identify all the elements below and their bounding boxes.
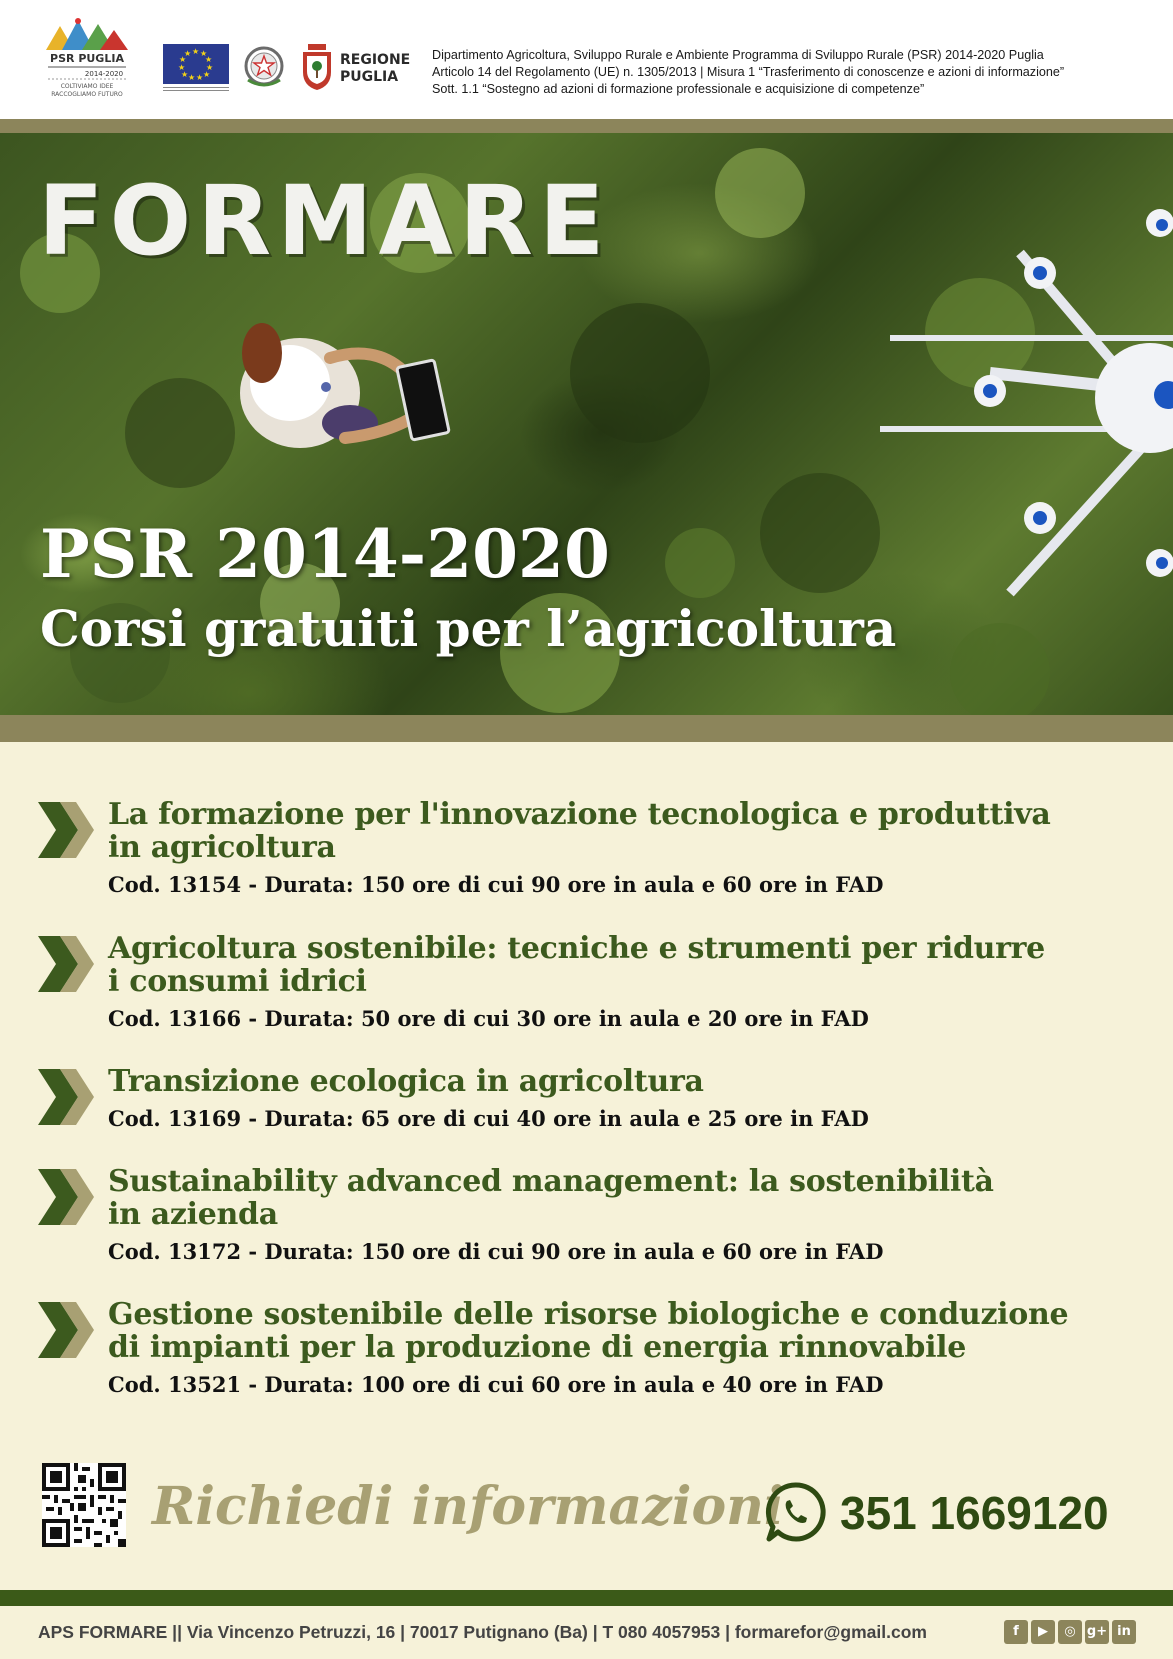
program-line: Dipartimento Agricoltura, Sviluppo Rurale e Ambiente Programma di Sviluppo Rurale (PSR) 2014-2020 Puglia: [432, 48, 1044, 62]
instagram-icon[interactable]: ◎: [1058, 1620, 1082, 1644]
program-line: Sott. 1.1 “Sostegno ad azioni di formazione professionale e acquisizione di competenze”: [432, 82, 925, 96]
footer-band: [0, 1590, 1173, 1606]
program-title: PSR 2014-2020: [40, 515, 610, 593]
course-title: Sustainability advanced management: la sostenibilità in azienda: [108, 1164, 994, 1232]
footer-address: APS FORMARE || Via Vincenzo Petruzzi, 16 | 70017 Putignano (Ba) | T 080 4057953 | formarefor@gmail.com: [38, 1622, 927, 1642]
drone-figure: [880, 209, 1173, 593]
chevron-right-icon: [38, 802, 96, 858]
divider-band: [0, 715, 1173, 742]
regione-label: REGIONE: [340, 52, 411, 68]
header: [0, 0, 1173, 119]
course-info: Cod. 13154 - Durata: 150 ore di cui 90 ore in aula e 60 ore in FAD: [108, 872, 884, 897]
course-info: Cod. 13169 - Durata: 65 ore di cui 40 ore in aula e 25 ore in FAD: [108, 1106, 869, 1131]
chevron-right-icon: [38, 1169, 96, 1225]
program-description: [432, 47, 1152, 98]
program-line: Articolo 14 del Regolamento (UE) n. 1305/2013 | Misura 1 “Trasferimento di conoscenze e azioni di informazione”: [432, 65, 1065, 79]
psr-puglia-logo: [44, 16, 130, 100]
qr-code[interactable]: [42, 1463, 126, 1547]
divider-band: [0, 119, 1173, 133]
facebook-icon[interactable]: f: [1004, 1620, 1028, 1644]
course-info: Cod. 13172 - Durata: 150 ore di cui 90 ore in aula e 60 ore in FAD: [108, 1239, 884, 1264]
whatsapp-icon[interactable]: [765, 1481, 827, 1543]
svg-text:PSR PUGLIA: PSR PUGLIA: [50, 52, 124, 65]
italian-republic-emblem: [243, 44, 285, 92]
regione-puglia-logo: [300, 44, 411, 94]
linkedin-icon[interactable]: in: [1112, 1620, 1136, 1644]
svg-text:RACCOGLIAMO FUTURO: RACCOGLIAMO FUTURO: [51, 91, 123, 98]
farmer-figure: [240, 323, 449, 448]
course-title: Agricoltura sostenibile: tecniche e strumenti per ridurre i consumi idrici: [108, 931, 1045, 999]
hero-banner: [0, 133, 1173, 715]
course-info: Cod. 13521 - Durata: 100 ore di cui 60 ore in aula e 40 ore in FAD: [108, 1372, 884, 1397]
chevron-right-icon: [38, 1069, 96, 1125]
eu-flag-logo: [163, 44, 229, 88]
chevron-right-icon: [38, 1302, 96, 1358]
youtube-icon[interactable]: ▶: [1031, 1620, 1055, 1644]
request-info-label: Richiedi informazioni: [152, 1476, 784, 1537]
chevron-right-icon: [38, 936, 96, 992]
eu-flag: ★ ★ ★ ★ ★ ★ ★ ★ ★ ★ ★: [163, 44, 229, 84]
puglia-label: PUGLIA: [340, 69, 399, 85]
program-subtitle: Corsi gratuiti per l’agricoltura: [40, 599, 897, 658]
course-title: La formazione per l'innovazione tecnologica e produttiva in agricoltura: [108, 797, 1051, 865]
svg-text:2014-2020: 2014-2020: [84, 70, 124, 78]
regione-puglia-shield-icon: [300, 44, 334, 90]
phone-number[interactable]: 351 1669120: [840, 1487, 1109, 1539]
svg-text:COLTIVIAMO IDEE: COLTIVIAMO IDEE: [60, 83, 114, 90]
course-title: Gestione sostenibile delle risorse biologiche e conduzione di impianti per la produzione di energia rinnovabile: [108, 1297, 1069, 1365]
google-plus-icon[interactable]: g+: [1085, 1620, 1109, 1644]
brand-title: FORMARE: [38, 165, 611, 277]
course-info: Cod. 13166 - Durata: 50 ore di cui 30 ore in aula e 20 ore in FAD: [108, 1006, 869, 1031]
course-title: Transizione ecologica in agricoltura: [108, 1064, 704, 1099]
